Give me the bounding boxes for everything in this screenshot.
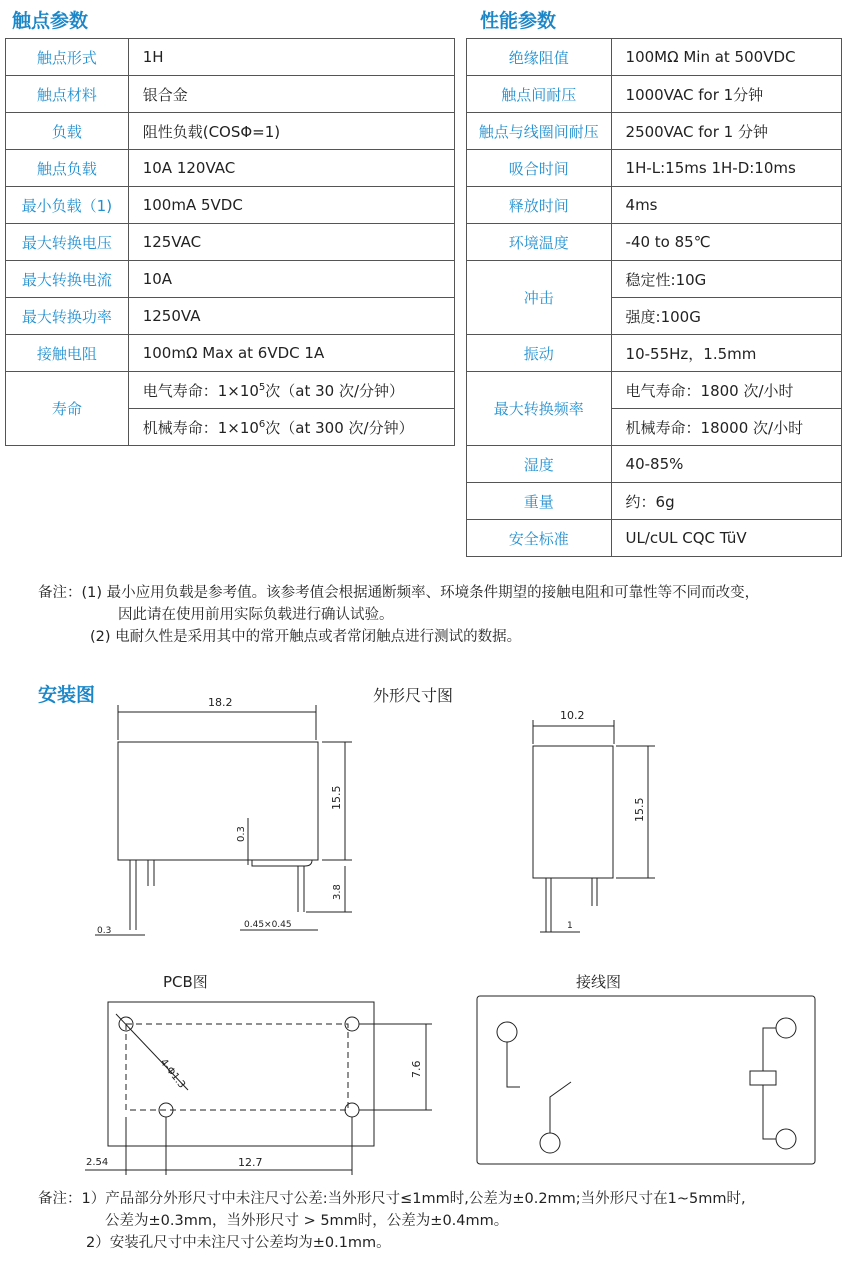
table-row	[6, 224, 455, 261]
side-dim-width-label: 10.2	[560, 709, 585, 722]
contact-parameters-table	[5, 38, 455, 446]
spec-value: 稳定性:10G	[611, 261, 841, 298]
life-electric-exp: 5	[258, 381, 266, 393]
spec-key: 触点负载	[6, 150, 129, 187]
life-mechanical-a: 机械寿命：1×10	[142, 418, 259, 437]
pcb-v-label: 7.6	[410, 1060, 423, 1078]
table-row	[6, 187, 455, 224]
spec-value	[128, 409, 454, 446]
notes-block-2	[38, 1188, 850, 1254]
spec-value: 阻性负载(COSΦ=1)	[128, 113, 454, 150]
table-row	[467, 150, 842, 187]
performance-section-title: 性能参数	[480, 10, 557, 32]
pcb-b-label: 12.7	[238, 1156, 263, 1169]
spec-value: 1H	[128, 39, 454, 76]
outline-drawing-title: 外形尺寸图	[373, 686, 454, 705]
dim-pin-left-label: 0.3	[97, 926, 112, 936]
spec-key: 重量	[467, 483, 612, 520]
spec-key: 最小负载（1)	[6, 187, 129, 224]
spec-value: 4ms	[611, 187, 841, 224]
table-row	[467, 113, 842, 150]
spec-key: 负载	[6, 113, 129, 150]
spec-key: 触点间耐压	[467, 76, 612, 113]
dim-pin-size-label: 0.45×0.45	[244, 920, 292, 930]
table-row	[467, 39, 842, 76]
dim-pin-length-label: 3.8	[332, 884, 343, 900]
life-mechanical-b: 次（at 300 次/分钟）	[265, 418, 414, 437]
side-dim-height-label: 15.5	[633, 797, 646, 822]
pcb-a-label: 2.54	[86, 1157, 109, 1168]
spec-value: 1H-L:15ms 1H-D:10ms	[611, 150, 841, 187]
dim-width-label: 18.2	[208, 696, 233, 709]
spec-value: 机械寿命：18000 次/小时	[611, 409, 841, 446]
pcb-drawing-title: PCB图	[163, 973, 208, 991]
table-row	[6, 39, 455, 76]
spec-key: 安全标准	[467, 520, 612, 557]
spec-value: 10A	[128, 261, 454, 298]
table-row	[6, 261, 455, 298]
spec-key: 最大转换电压	[6, 224, 129, 261]
spec-value: 电气寿命：1800 次/小时	[611, 372, 841, 409]
table-row	[467, 483, 842, 520]
spec-value: 1250VA	[128, 298, 454, 335]
note2-line-3: 2）安装孔尺寸中未注尺寸公差均为±0.1mm。	[86, 1235, 391, 1251]
performance-parameters-table	[466, 38, 842, 557]
table-row	[467, 261, 842, 298]
note-line-2: 因此请在使用前用实际负载进行确认试验。	[118, 607, 394, 623]
table-row	[6, 150, 455, 187]
life-electric-a: 电气寿命：1×10	[142, 381, 259, 400]
dim-pin-gap-label: 0.3	[236, 826, 247, 842]
table-row	[467, 372, 842, 409]
spec-value: 银合金	[128, 76, 454, 113]
spec-value: 40-85%	[611, 446, 841, 483]
spec-value: 125VAC	[128, 224, 454, 261]
spec-value: 2500VAC for 1 分钟	[611, 113, 841, 150]
notes-block-1	[38, 582, 850, 648]
note-line-1: (1) 最小应用负载是参考值。该参考值会根据通断频率、环境条件期望的接触电阻和可靠性等不同而改变，	[81, 585, 760, 601]
spec-key: 最大转换电流	[6, 261, 129, 298]
spec-key: 环境温度	[467, 224, 612, 261]
spec-key: 振动	[467, 335, 612, 372]
spec-key: 湿度	[467, 446, 612, 483]
spec-value: 强度:100G	[611, 298, 841, 335]
table-row	[467, 335, 842, 372]
spec-key: 绝缘阻值	[467, 39, 612, 76]
spec-value: 100mΩ Max at 6VDC 1A	[128, 335, 454, 372]
spec-value: -40 to 85℃	[611, 224, 841, 261]
spec-key: 触点形式	[6, 39, 129, 76]
table-row	[6, 298, 455, 335]
life-electric-b: 次（at 30 次/分钟）	[265, 381, 405, 400]
spec-key: 释放时间	[467, 187, 612, 224]
spec-value: 10A 120VAC	[128, 150, 454, 187]
note2-line-2: 公差为±0.3mm，当外形尺寸 > 5mm时，公差为±0.4mm。	[105, 1213, 509, 1229]
note-line-3: (2) 电耐久性是采用其中的常开触点或者常闭触点进行测试的数据。	[90, 629, 522, 645]
spec-value: 10-55Hz，1.5mm	[611, 335, 841, 372]
table-row	[467, 76, 842, 113]
spec-key: 寿命	[6, 372, 129, 446]
note2-line-1: 1）产品部分外形尺寸中未注尺寸公差:当外形尺寸≤1mm时,公差为±0.2mm;当外形尺寸在1~5mm时,	[81, 1191, 746, 1207]
spec-key: 最大转换功率	[6, 298, 129, 335]
spec-value: 100mA 5VDC	[128, 187, 454, 224]
note-lead: 备注：	[38, 585, 82, 601]
spec-key: 吸合时间	[467, 150, 612, 187]
spec-value: 约：6g	[611, 483, 841, 520]
spec-key: 冲击	[467, 261, 612, 335]
wiring-drawing-title: 接线图	[576, 973, 622, 991]
spec-key: 触点与线圈间耐压	[467, 113, 612, 150]
pcb-drawing	[80, 990, 440, 1190]
spec-value: 1000VAC for 1分钟	[611, 76, 841, 113]
life-mechanical-exp: 6	[258, 418, 266, 430]
wiring-drawing	[474, 993, 819, 1168]
pcb-holes-label: 4-Φ1.3	[157, 1057, 188, 1091]
spec-key: 最大转换频率	[467, 372, 612, 446]
side-dim-pin-label: 1	[567, 921, 573, 931]
spec-value	[128, 372, 454, 409]
install-section-title: 安装图	[38, 684, 96, 706]
table-row	[467, 224, 842, 261]
spec-value: 100MΩ Min at 500VDC	[611, 39, 841, 76]
spec-key: 接触电阻	[6, 335, 129, 372]
spec-key: 触点材料	[6, 76, 129, 113]
table-row	[467, 187, 842, 224]
table-row	[6, 76, 455, 113]
table-row	[6, 113, 455, 150]
table-row	[467, 446, 842, 483]
table-row	[6, 372, 455, 409]
spec-value: UL/cUL CQC TüV	[611, 520, 841, 557]
side-view-drawing	[520, 700, 670, 940]
contact-section-title: 触点参数	[12, 10, 89, 32]
front-view-drawing	[90, 690, 470, 950]
dim-height-label: 15.5	[330, 785, 343, 810]
table-row	[467, 520, 842, 557]
note2-lead: 备注：	[38, 1191, 82, 1207]
table-row	[6, 335, 455, 372]
